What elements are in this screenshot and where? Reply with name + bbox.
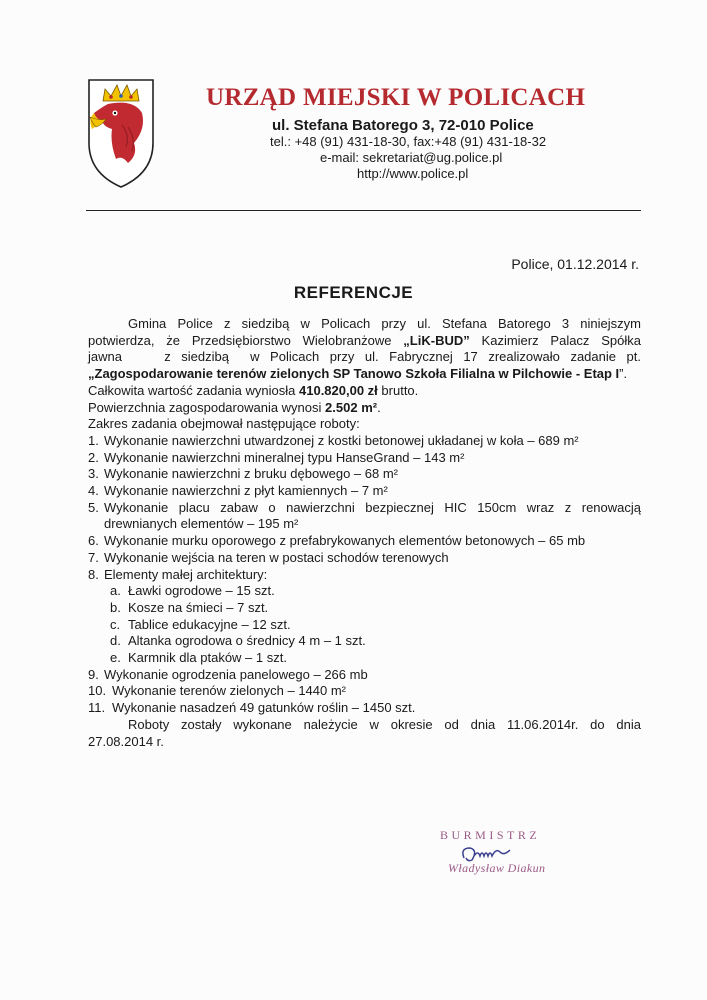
sublist-item [110,617,641,634]
task-name-end: ”. [619,366,628,382]
list-item-text: Elementy małej architektury: [104,566,268,582]
letter-heading: REFERENCJE [293,283,414,302]
sublist-item-letter: b. [110,599,121,615]
value-suffix: brutto. [381,382,419,398]
sublist-item-text: Tablice edukacyjne – 12 szt. [128,616,291,632]
closing-line-2: 27.08.2014 r. [88,733,164,749]
sublist-item-letter: d. [110,633,121,649]
list-item [88,550,641,567]
sublist-item-text: Karmnik dla ptaków – 1 szt. [128,650,287,666]
list-item-text: Wykonanie ogrodzenia panelowego – 266 mb [104,666,368,682]
list-item [88,683,641,700]
sublist-item [110,633,641,650]
office-email: e-mail: sekretariat@ug.police.pl [320,150,503,165]
intro-line-2-start: potwierdza, że Przedsiębiorstwo Wielobranżowe [88,332,392,348]
architecture-sublist [88,583,641,667]
intro-line-2 [88,333,641,350]
office-website: http://www.police.pl [357,166,469,181]
coat-of-arms-icon [86,77,156,189]
letter-date: Police, 01.12.2014 r. [511,256,639,272]
list-item [88,533,641,550]
sublist-item-text: Ławki ogrodowe – 15 szt. [128,583,275,599]
list-item-text: Wykonanie murku oporowego z prefabrykowanych elementów betonowych – 65 mb [104,533,586,549]
list-item [88,466,641,483]
task-title [88,366,641,383]
list-item-text: Wykonanie nawierzchni z płyt kamiennych – 7 m² [104,483,388,499]
company-name: „LiK-BUD” [403,332,470,348]
office-address: ul. Stefana Batorego 3, 72-010 Police [272,117,534,134]
list-item-text: Wykonanie nawierzchni mineralnej typu HanseGrand – 143 m² [104,449,465,465]
area-suffix: . [377,399,381,415]
list-item-text-continued: drewnianych elementów – 195 m² [104,516,299,532]
list-item [88,567,641,584]
sublist-item-text: Altanka ogrodowa o średnicy 4 m – 1 szt. [128,633,366,649]
signature-name: Władysław Diakun [448,861,546,875]
letter-body [88,316,641,750]
list-item [88,667,641,684]
closing-line-1: Roboty zostały wykonane należycie w okresie od dnia 11.06.2014r. do dnia [128,716,641,732]
sublist-item-letter: e. [110,650,121,666]
value-prefix: Całkowita wartość zadania wyniosła [88,382,296,398]
sublist-item [110,650,641,667]
list-item-text: Wykonanie placu zabaw o nawierzchni bezpiecznej HIC 150cm wraz z renowacją [104,499,641,515]
list-item [88,483,641,500]
list-item-number: 4. [88,483,99,499]
list-item-text: Wykonanie nasadzeń 49 gatunków roślin – 1450 szt. [112,700,416,716]
area-prefix: Powierzchnia zagospodarowania wynosi [88,399,322,415]
list-item-number: 2. [88,449,99,465]
mayor-signature-stamp [440,828,590,884]
sublist-item [110,583,641,600]
list-item [88,450,641,467]
list-item-number: 5. [88,499,99,515]
list-item-number: 10. [88,683,107,699]
list-item-text: Wykonanie nawierzchni z bruku dębowego – 68 m² [104,466,398,482]
list-item-text: Wykonanie nawierzchni utwardzonej z kostki betonowej układanej w koła – 689 m² [104,432,579,448]
list-item [88,500,641,533]
intro-line-3: jawna z siedzibą w Policach przy ul. Fabrycznej 17 zrealizowało zadanie pt. [88,349,641,365]
task-name: „Zagospodarowanie terenów zielonych SP Tanowo Szkoła Filialna w Pilchowie - Etap I [88,366,620,382]
office-phone: tel.: +48 (91) 431-18-30, fax:+48 (91) 431-18-32 [270,134,547,149]
area-amount: 2.502 m² [325,399,378,415]
signature-title: BURMISTRZ [440,828,541,842]
list-item-number: 11. [88,700,106,716]
scope-intro: Zakres zadania obejmował następujące roboty: [88,416,360,432]
sublist-item [110,600,641,617]
intro-line-1: Gmina Police z siedzibą w Policach przy ul. Stefana Batorego 3 niniejszym [128,316,641,331]
list-item [88,433,641,450]
works-list [88,433,641,717]
office-title: URZĄD MIEJSKI W POLICACH [206,84,586,111]
list-item-text: Wykonanie terenów zielonych – 1440 m² [112,683,347,699]
area-line [88,400,641,417]
value-line [88,383,641,400]
list-item-number: 1. [88,432,99,448]
intro-line-2-end: Kazimierz Palacz Spółka [481,332,641,348]
list-item-number: 3. [88,466,99,482]
header-divider [86,210,641,211]
list-item-text: Wykonanie wejścia na teren w postaci schodów terenowych [104,549,449,565]
value-amount: 410.820,00 zł [299,382,378,398]
list-item-number: 9. [88,666,99,682]
sublist-item-letter: c. [110,616,121,632]
list-item-number: 7. [88,549,99,565]
list-item-number: 8. [88,566,99,582]
sublist-item-letter: a. [110,583,121,599]
sublist-item-text: Kosze na śmieci – 7 szt. [128,599,269,615]
list-item-number: 6. [88,533,99,549]
list-item [88,700,641,717]
